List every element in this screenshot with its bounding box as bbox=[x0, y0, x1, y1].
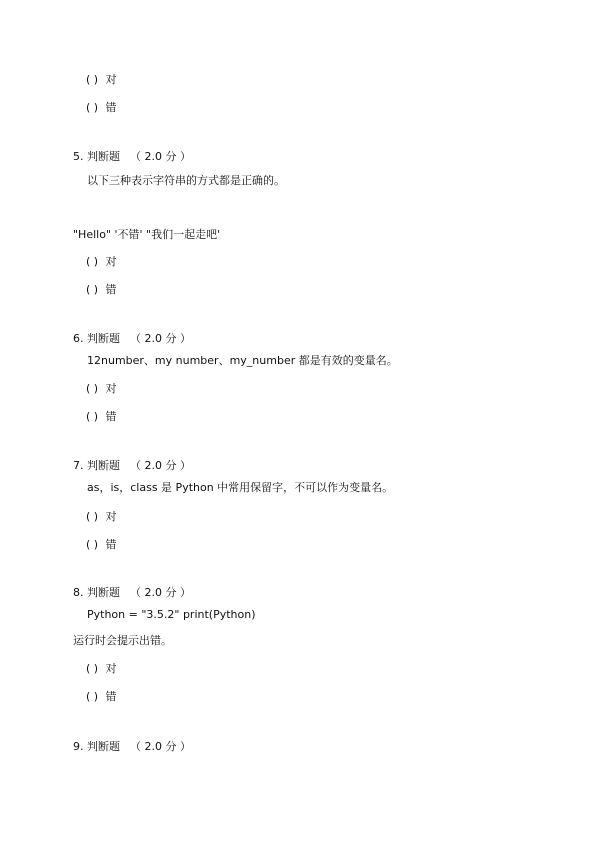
option-label: 对 bbox=[105, 255, 117, 268]
option-label: 对 bbox=[105, 382, 117, 395]
option-paren: ( ) bbox=[86, 255, 99, 268]
question-text: "Hello" '不错' "我们一起走吧' bbox=[73, 228, 221, 241]
option-paren: ( ) bbox=[86, 101, 99, 114]
option-true[interactable] bbox=[86, 382, 117, 396]
question-header: 9. 判断题 （ 2.0 分 ） bbox=[73, 740, 191, 753]
option-false[interactable] bbox=[86, 538, 117, 552]
option-label: 错 bbox=[105, 538, 117, 551]
question-header: 5. 判断题 （ 2.0 分 ） bbox=[73, 150, 191, 163]
question-text: 以下三种表示字符串的方式都是正确的。 bbox=[87, 174, 285, 187]
option-false[interactable] bbox=[86, 283, 117, 297]
option-paren: ( ) bbox=[86, 410, 99, 423]
question-text: Python = "3.5.2" print(Python) bbox=[87, 608, 256, 621]
option-paren: ( ) bbox=[86, 662, 99, 675]
option-label: 错 bbox=[105, 690, 117, 703]
question-text: 12number、my number、my_number 都是有效的变量名。 bbox=[87, 354, 398, 367]
option-false[interactable] bbox=[86, 690, 117, 704]
question-text: as，is，class 是 Python 中常用保留字，不可以作为变量名。 bbox=[87, 481, 394, 494]
option-label: 对 bbox=[105, 73, 117, 86]
option-true[interactable] bbox=[86, 662, 117, 676]
option-false[interactable] bbox=[86, 410, 117, 424]
question-header: 6. 判断题 （ 2.0 分 ） bbox=[73, 332, 191, 345]
option-paren: ( ) bbox=[86, 382, 99, 395]
option-label: 对 bbox=[105, 662, 117, 675]
question-header: 8. 判断题 （ 2.0 分 ） bbox=[73, 586, 191, 599]
option-true[interactable] bbox=[86, 255, 117, 269]
option-paren: ( ) bbox=[86, 510, 99, 523]
option-label: 错 bbox=[105, 410, 117, 423]
option-false[interactable] bbox=[86, 101, 117, 115]
option-paren: ( ) bbox=[86, 538, 99, 551]
option-label: 错 bbox=[105, 101, 117, 114]
option-true[interactable] bbox=[86, 73, 117, 87]
option-paren: ( ) bbox=[86, 690, 99, 703]
option-paren: ( ) bbox=[86, 73, 99, 86]
option-true[interactable] bbox=[86, 510, 117, 524]
question-text: 运行时会提示出错。 bbox=[73, 634, 172, 647]
question-header: 7. 判断题 （ 2.0 分 ） bbox=[73, 459, 191, 472]
option-label: 错 bbox=[105, 283, 117, 296]
option-paren: ( ) bbox=[86, 283, 99, 296]
option-label: 对 bbox=[105, 510, 117, 523]
